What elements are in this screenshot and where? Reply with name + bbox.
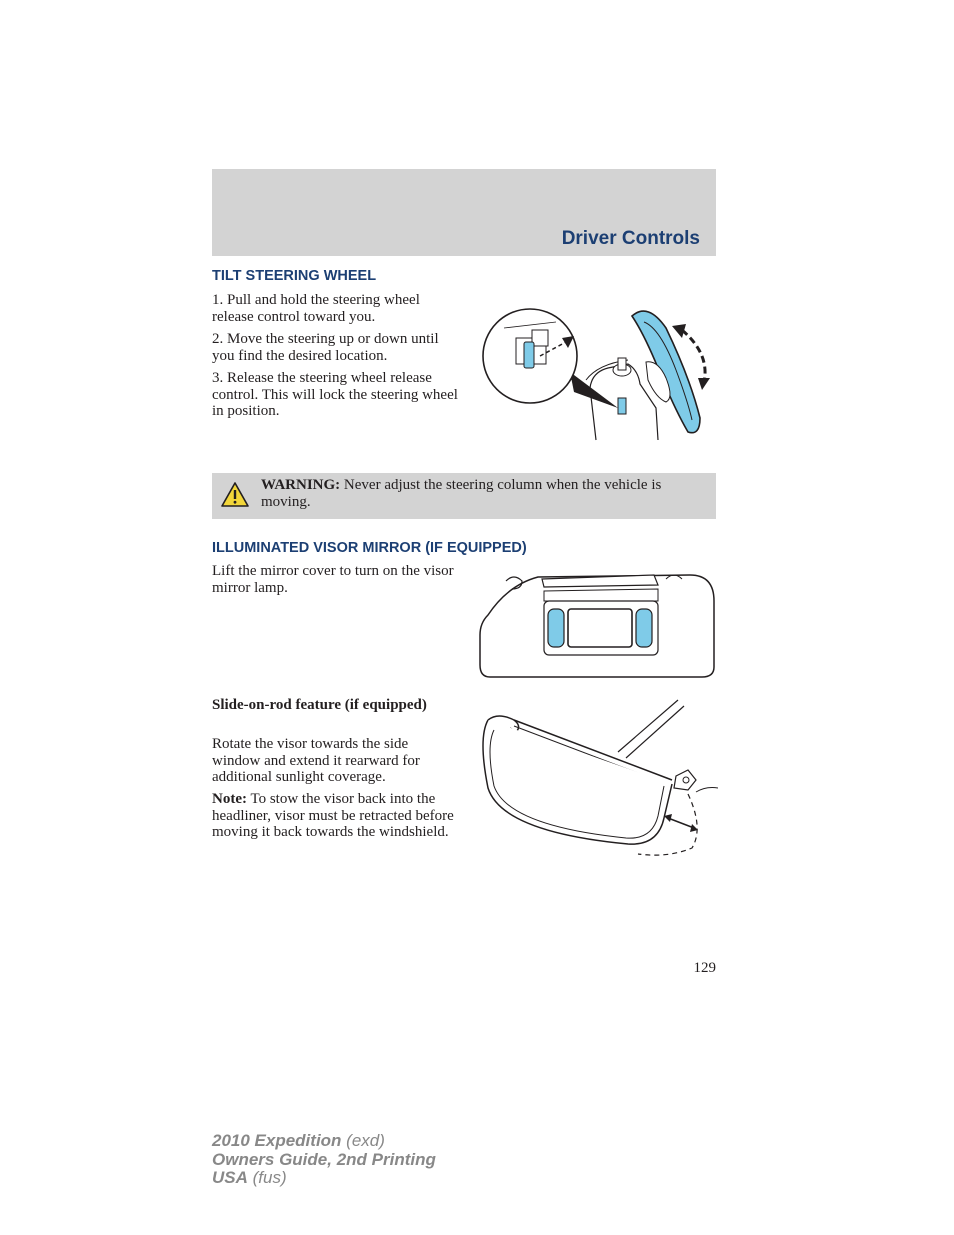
tilt-step-1: 1. Pull and hold the steering wheel release control toward you. xyxy=(212,292,420,325)
warning-message xyxy=(261,477,707,511)
tilt-steering-heading: TILT STEERING WHEEL xyxy=(212,268,377,284)
slide-on-rod-subheading: Slide-on-rod feature (if equipped) xyxy=(212,697,427,713)
footer-market-code: (fus) xyxy=(252,1168,287,1187)
footer-line-3 xyxy=(212,1169,436,1188)
warning-box xyxy=(212,473,716,519)
warning-text: Never adjust the steering column when the vehicle is moving. xyxy=(261,477,662,510)
visor-mirror-illustration xyxy=(478,565,718,680)
visor-slide-illustration xyxy=(478,698,718,858)
section-title: Driver Controls xyxy=(561,228,700,249)
footer-line-1 xyxy=(212,1132,436,1151)
warning-label: WARNING: xyxy=(261,477,341,493)
footer-model: 2010 Expedition xyxy=(212,1131,342,1150)
footer-line-2: Owners Guide, 2nd Printing xyxy=(212,1149,436,1169)
note-label: Note: xyxy=(212,791,247,807)
footer-model-code: (exd) xyxy=(346,1131,385,1150)
footer-market: USA xyxy=(212,1168,248,1187)
visor-mirror-text: Lift the mirror cover to turn on the visor mirror lamp. xyxy=(212,563,454,596)
page-number: 129 xyxy=(693,960,716,976)
steering-wheel-illustration xyxy=(478,298,718,443)
visor-mirror-heading: ILLUMINATED VISOR MIRROR (IF EQUIPPED) xyxy=(212,540,527,556)
tilt-step-3: 3. Release the steering wheel release control. This will lock the steering wheel in position. xyxy=(212,370,458,419)
section-header-bar xyxy=(212,169,716,256)
tilt-step-2: 2. Move the steering up or down until you find the desired location. xyxy=(212,331,439,364)
note-text: To stow the visor back into the headliner, visor must be retracted before moving it back towards the windshield. xyxy=(212,791,454,840)
slide-on-rod-text: Rotate the visor towards the side window and extend it rearward for additional sunlight coverage. xyxy=(212,736,420,785)
slide-on-rod-note xyxy=(212,791,460,841)
footer xyxy=(212,1132,436,1188)
warning-triangle-icon xyxy=(220,481,250,509)
